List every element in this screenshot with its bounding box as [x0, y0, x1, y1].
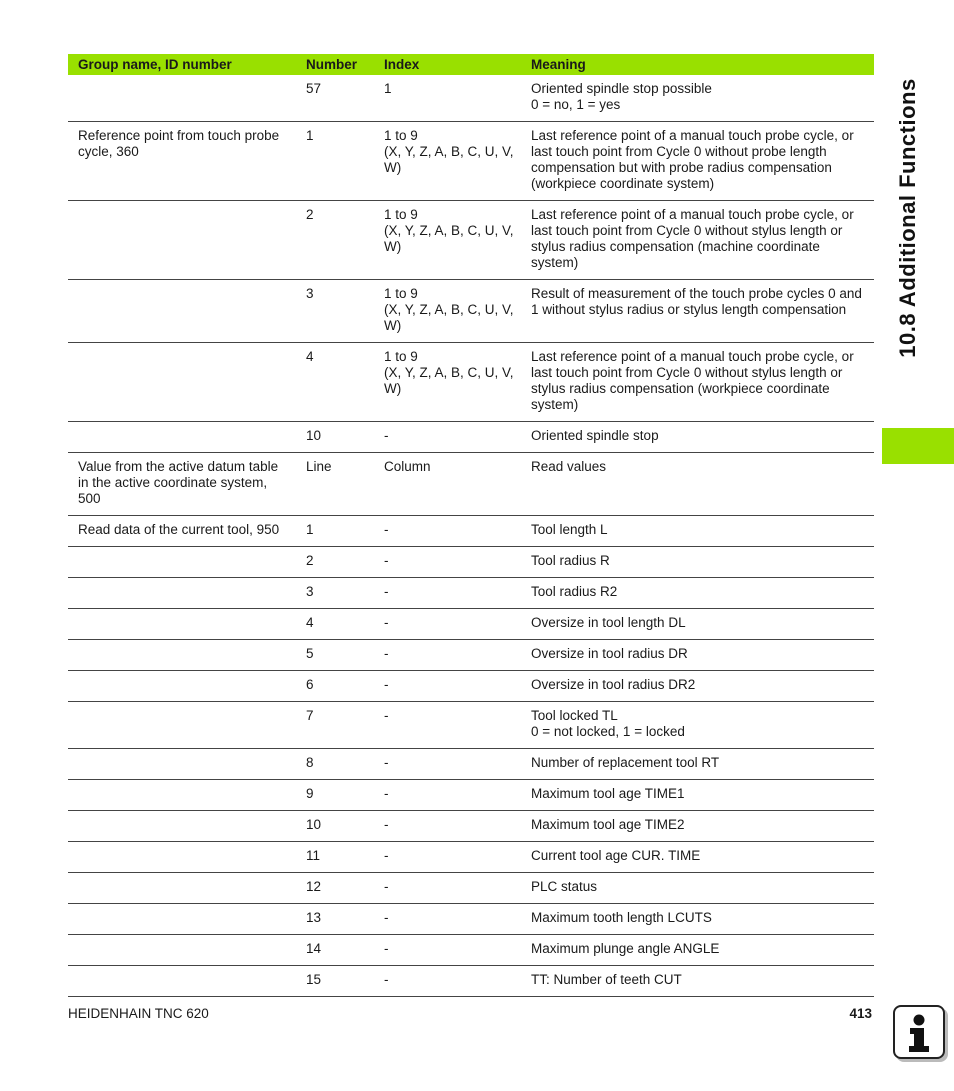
table-row	[68, 280, 874, 343]
table-row	[68, 873, 874, 904]
table-header	[68, 54, 874, 75]
cell-number: 14	[298, 935, 376, 966]
cell-index: 1 to 9 (X, Y, Z, A, B, C, U, V, W)	[376, 201, 523, 280]
cell-number: 15	[298, 966, 376, 997]
cell-index: 1 to 9 (X, Y, Z, A, B, C, U, V, W)	[376, 122, 523, 201]
cell-group-name	[68, 609, 298, 640]
cell-index: -	[376, 547, 523, 578]
cell-meaning: TT: Number of teeth CUT	[523, 966, 874, 997]
cell-group-name	[68, 578, 298, 609]
chapter-side-title: 10.8 Additional Functions	[895, 78, 920, 358]
cell-index: 1 to 9 (X, Y, Z, A, B, C, U, V, W)	[376, 343, 523, 422]
cell-index: -	[376, 422, 523, 453]
cell-meaning: Last reference point of a manual touch probe cycle, or last touch point from Cycle 0 without stylus length or stylus radius compensation (machine coordinate system)	[523, 201, 874, 280]
table-row	[68, 811, 874, 842]
cell-index: -	[376, 671, 523, 702]
table-row	[68, 935, 874, 966]
header-row	[68, 54, 874, 75]
cell-number: 1	[298, 516, 376, 547]
cell-meaning: Tool radius R	[523, 547, 874, 578]
cell-group-name	[68, 547, 298, 578]
header-group-name: Group name, ID number	[68, 54, 298, 75]
cell-number: 3	[298, 280, 376, 343]
cell-index: Column	[376, 453, 523, 516]
cell-index: -	[376, 749, 523, 780]
cell-number: 2	[298, 547, 376, 578]
table-row	[68, 780, 874, 811]
cell-group-name	[68, 671, 298, 702]
cell-meaning: Oversize in tool radius DR2	[523, 671, 874, 702]
cell-group-name	[68, 966, 298, 997]
cell-group-name	[68, 780, 298, 811]
cell-index: -	[376, 640, 523, 671]
parameter-table	[68, 54, 874, 997]
cell-meaning: Tool length L	[523, 516, 874, 547]
cell-group-name	[68, 280, 298, 343]
header-index: Index	[376, 54, 523, 75]
table-body	[68, 75, 874, 997]
cell-number: 12	[298, 873, 376, 904]
table-row	[68, 343, 874, 422]
header-meaning: Meaning	[523, 54, 874, 75]
cell-meaning: Last reference point of a manual touch probe cycle, or last touch point from Cycle 0 without probe length compensation but with probe radius compensation (workpiece coordinate system)	[523, 122, 874, 201]
cell-index: -	[376, 516, 523, 547]
header-number: Number	[298, 54, 376, 75]
cell-index: -	[376, 702, 523, 749]
cell-index: -	[376, 904, 523, 935]
table-row	[68, 122, 874, 201]
cell-meaning: Current tool age CUR. TIME	[523, 842, 874, 873]
table-row	[68, 671, 874, 702]
table-row	[68, 453, 874, 516]
cell-number: 57	[298, 75, 376, 122]
table-row	[68, 516, 874, 547]
table-row	[68, 702, 874, 749]
cell-index: -	[376, 873, 523, 904]
cell-number: 1	[298, 122, 376, 201]
cell-meaning: Tool radius R2	[523, 578, 874, 609]
cell-number: Line	[298, 453, 376, 516]
cell-meaning: Read values	[523, 453, 874, 516]
cell-meaning: Oversize in tool radius DR	[523, 640, 874, 671]
chapter-tab-marker	[882, 428, 954, 464]
cell-meaning: Result of measurement of the touch probe cycles 0 and 1 without stylus radius or stylus length compensation	[523, 280, 874, 343]
table-row	[68, 578, 874, 609]
cell-meaning: Maximum plunge angle ANGLE	[523, 935, 874, 966]
cell-meaning: Maximum tool age TIME1	[523, 780, 874, 811]
cell-group-name	[68, 201, 298, 280]
page-number: 413	[849, 1006, 872, 1021]
cell-group-name	[68, 873, 298, 904]
table-row	[68, 609, 874, 640]
cell-group-name	[68, 935, 298, 966]
cell-meaning: Maximum tooth length LCUTS	[523, 904, 874, 935]
cell-group-name: Read data of the current tool, 950	[68, 516, 298, 547]
cell-group-name	[68, 343, 298, 422]
table-row	[68, 75, 874, 122]
table-row	[68, 422, 874, 453]
cell-group-name: Reference point from touch probe cycle, 360	[68, 122, 298, 201]
cell-meaning: Tool locked TL 0 = not locked, 1 = locked	[523, 702, 874, 749]
table-row	[68, 201, 874, 280]
info-icon	[893, 1005, 945, 1059]
cell-group-name	[68, 422, 298, 453]
cell-index: -	[376, 811, 523, 842]
footer-product-name: HEIDENHAIN TNC 620	[68, 1006, 209, 1021]
cell-number: 3	[298, 578, 376, 609]
cell-index: 1 to 9 (X, Y, Z, A, B, C, U, V, W)	[376, 280, 523, 343]
cell-number: 5	[298, 640, 376, 671]
cell-index: 1	[376, 75, 523, 122]
cell-meaning: Oriented spindle stop possible 0 = no, 1 = yes	[523, 75, 874, 122]
cell-group-name	[68, 842, 298, 873]
cell-group-name	[68, 640, 298, 671]
table-row	[68, 547, 874, 578]
cell-group-name	[68, 811, 298, 842]
cell-number: 11	[298, 842, 376, 873]
cell-index: -	[376, 935, 523, 966]
table-row	[68, 842, 874, 873]
cell-meaning: Maximum tool age TIME2	[523, 811, 874, 842]
cell-meaning: Oriented spindle stop	[523, 422, 874, 453]
cell-number: 8	[298, 749, 376, 780]
cell-number: 4	[298, 609, 376, 640]
cell-index: -	[376, 966, 523, 997]
cell-number: 9	[298, 780, 376, 811]
cell-meaning: Oversize in tool length DL	[523, 609, 874, 640]
cell-number: 13	[298, 904, 376, 935]
cell-number: 10	[298, 811, 376, 842]
cell-number: 10	[298, 422, 376, 453]
table-row	[68, 640, 874, 671]
cell-number: 2	[298, 201, 376, 280]
cell-meaning: PLC status	[523, 873, 874, 904]
cell-meaning: Number of replacement tool RT	[523, 749, 874, 780]
cell-group-name	[68, 904, 298, 935]
cell-number: 6	[298, 671, 376, 702]
cell-group-name	[68, 749, 298, 780]
cell-index: -	[376, 842, 523, 873]
cell-index: -	[376, 578, 523, 609]
cell-number: 4	[298, 343, 376, 422]
cell-group-name	[68, 75, 298, 122]
cell-index: -	[376, 780, 523, 811]
table-row	[68, 904, 874, 935]
cell-group-name: Value from the active datum table in the active coordinate system, 500	[68, 453, 298, 516]
cell-number: 7	[298, 702, 376, 749]
table-row	[68, 966, 874, 997]
cell-meaning: Last reference point of a manual touch probe cycle, or last touch point from Cycle 0 without stylus length or stylus radius compensation (workpiece coordinate system)	[523, 343, 874, 422]
cell-group-name	[68, 702, 298, 749]
table-row	[68, 749, 874, 780]
cell-index: -	[376, 609, 523, 640]
